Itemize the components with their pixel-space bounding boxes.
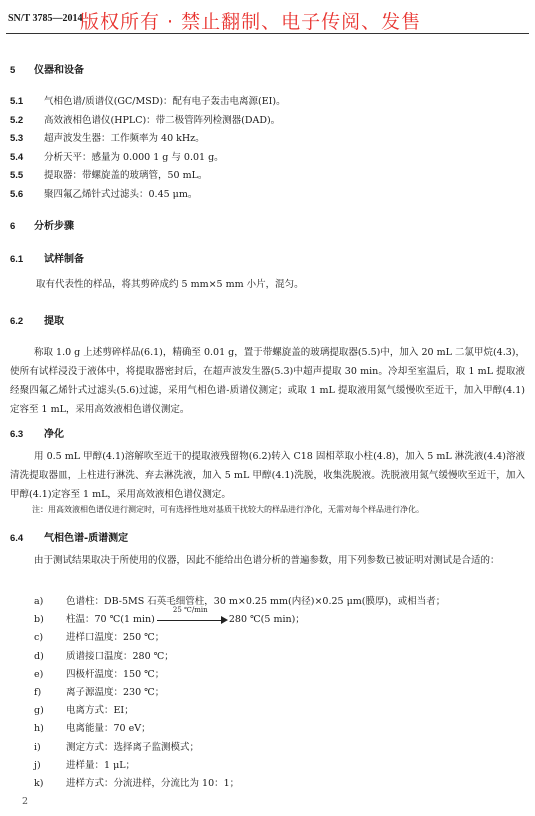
section-5-item [10, 130, 205, 144]
section-6-1-text: 取有代表性的样品，将其剪碎成约 5 mm×5 mm 小片，混匀。 [36, 279, 304, 290]
page-number: 2 [22, 796, 29, 807]
item-text: 超声波发生器：工作频率为 40 kHz。 [44, 133, 205, 144]
item-number: 5.1 [10, 96, 24, 107]
item-number: 5.3 [10, 133, 24, 144]
section-5-item [10, 149, 224, 163]
list-text: 质谱接口温度：280 ℃； [66, 650, 174, 662]
parameter-item [34, 629, 164, 643]
item-number: 5.6 [10, 188, 24, 200]
item-number: 5.4 [10, 151, 24, 163]
item-text: 气相色谱/质谱仪(GC/MSD)：配有电子轰击电离源(EI)。 [44, 96, 286, 107]
header-rule [6, 33, 529, 34]
section-6-4-intro: 由于测试结果取决于所使用的仪器，因此不能给出色谱分析的普遍参数，用下列参数已被证明对测试是合适的： [34, 555, 500, 566]
list-label: g) [34, 705, 44, 717]
section-6-heading: 6 分析步骤 [10, 221, 74, 232]
list-label: d) [34, 650, 44, 662]
section-6-3-note: 注：用高效液相色谱仪进行测定时，可有选择性地对基质干扰较大的样品进行净化，无需对每个样品进行净化。 [32, 505, 424, 514]
item-text: 高效液相色谱仪(HPLC)：带二极管阵列检测器(DAD)。 [44, 114, 281, 126]
list-label: k) [34, 778, 44, 789]
list-text: 离子源温度：230 ℃； [66, 687, 165, 698]
section-5-item [10, 167, 207, 181]
section-6-2-heading: 6.2 提取 [10, 316, 64, 327]
list-label: c) [34, 632, 44, 644]
parameter-item [34, 739, 199, 753]
section-5-item [10, 186, 197, 200]
ramp-arrow-icon [155, 605, 229, 626]
section-5-item [10, 112, 280, 126]
parameter-item [34, 757, 135, 771]
item-number: 5.5 [10, 170, 24, 181]
item-text: 提取器：带螺旋盖的玻璃管，50 mL。 [44, 170, 208, 181]
item-text: 聚四氟乙烯针式过滤头：0.45 μm。 [44, 188, 198, 200]
section-6-4-heading: 6.4 气相色谱-质谱测定 [10, 533, 129, 544]
item-text: 分析天平：感量为 0.000 1 g 与 0.01 g。 [44, 151, 224, 163]
list-label: h) [34, 723, 44, 735]
copyright-watermark: 版权所有 · 禁止翻制、电子传阅、发售 [80, 11, 422, 33]
list-label: e) [34, 668, 44, 680]
parameter-item [34, 684, 164, 698]
list-text: 进样方式：分流进样，分流比为 10：1； [66, 778, 240, 789]
section-5-item [10, 93, 286, 107]
section-6-3-text: 用 0.5 mL 甲醇(4.1)溶解吹至近干的提取液残留物(6.2)转入 C18 固相萃取小柱(4.8)，加入 5 mL 淋洗液(4.4)溶液清洗提取器皿，上柱进行淋洗、弃去淋洗液，加入 5 mL 甲醇(4.1)洗脱，收集洗脱液。洗脱液用氮气缓慢吹至近干，加入甲醇(4.1)定容至 1 mL，采用高效液相色谱仪测定。 [10, 451, 525, 500]
list-label: j) [34, 759, 41, 771]
parameter-item [34, 593, 445, 607]
list-text: 电离能量：70 eV； [66, 723, 151, 735]
list-text: 进样口温度：250 ℃； [66, 632, 165, 644]
oven-start: 柱温：70 ℃(1 min) [66, 614, 155, 626]
list-label: a) [34, 596, 44, 607]
parameter-item [34, 666, 164, 680]
oven-end: 280 ℃(5 min)； [228, 614, 305, 626]
list-text: 测定方式：选择离子监测模式； [66, 741, 200, 753]
list-label: i) [34, 741, 41, 753]
list-text: 色谱柱：DB-5MS 石英毛细管柱，30 m×0.25 mm(内径)×0.25 μm(膜厚)，或相当者； [66, 596, 446, 607]
standard-code: SN/T 3785—2014 [8, 13, 83, 24]
list-text: 电离方式：EI； [66, 705, 134, 717]
ramp-rate: 25 ℃/min [172, 605, 208, 614]
item-number: 5.2 [10, 114, 24, 126]
list-text: 四极杆温度：150 ℃； [66, 668, 165, 680]
list-text: 进样量：1 μL； [66, 759, 136, 771]
parameter-item [34, 775, 239, 789]
section-5-heading: 5 仪器和设备 [10, 65, 84, 76]
section-6-2-text: 称取 1.0 g 上述剪碎样品(6.1)，精确至 0.01 g，置于带螺旋盖的玻璃提取器(5.5)中，加入 20 mL 二氯甲烷(4.3)，使所有试样浸没于液体中，将提取器密封后，在超声波发生器(5.3)中超声提取 30 min。冷却至室温后，取 1 mL 提取液经聚四氟乙烯针式过滤头(5.6)过滤，采用气相色谱-质谱仪测定；或取 1 mL 提取液用氮气缓慢吹至近干，加入甲醇(4.1)定容至 1 mL，采用高效液相色谱仪测定。 [10, 347, 525, 415]
parameter-item [34, 720, 151, 734]
section-6-1-heading: 6.1 试样制备 [10, 254, 84, 265]
parameter-item [34, 648, 174, 662]
list-label: f) [34, 687, 42, 698]
parameter-item [34, 702, 134, 716]
list-label: b) [34, 614, 44, 626]
parameter-item [34, 605, 305, 626]
section-6-3-heading: 6.3 净化 [10, 429, 64, 440]
